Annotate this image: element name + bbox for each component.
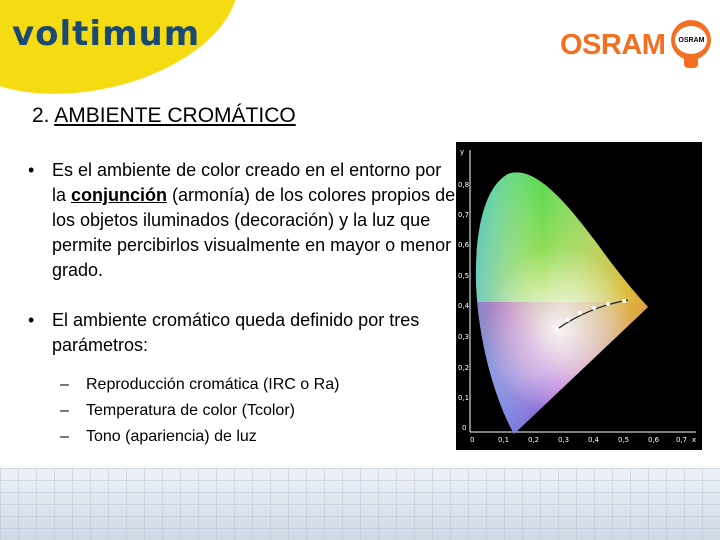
y-tick: 0,5 [458, 272, 470, 280]
parameter-item [60, 398, 339, 424]
osram-logo[interactable] [560, 20, 713, 70]
voltimum-logo[interactable]: voltimum [12, 14, 201, 54]
bullet-definition [28, 158, 458, 283]
lightbulb-icon [669, 20, 713, 70]
parameter-item [60, 424, 339, 450]
parameter-text: Temperatura de color (Tcolor) [86, 402, 295, 419]
x-tick: 0 [470, 436, 475, 444]
parameter-item [60, 372, 339, 398]
x-axis-label: x [692, 436, 697, 444]
bullet-text: El ambiente cromático queda definido por tres parámetros: [52, 310, 420, 355]
x-tick: 0,5 [618, 436, 630, 444]
slide-title [32, 104, 296, 128]
y-tick: 0,8 [458, 181, 470, 189]
cie-chromaticity-diagram [456, 142, 702, 450]
x-tick: 0,6 [648, 436, 660, 444]
y-tick: 0,6 [458, 241, 470, 249]
title-text: AMBIENTE CROMÁTICO [54, 104, 296, 127]
y-tick: 0,3 [458, 333, 470, 341]
dash-icon: – [60, 428, 69, 445]
bullet-dot-icon: • [28, 310, 35, 330]
y-tick: 0,2 [458, 364, 470, 372]
bullet-parameters-intro [28, 308, 458, 358]
x-tick: 0,4 [588, 436, 600, 444]
bullet-list-1 [28, 158, 458, 283]
title-number: 2. [32, 104, 50, 127]
x-tick: 0,2 [528, 436, 540, 444]
dash-icon: – [60, 376, 69, 393]
osram-wordmark: OSRAM [560, 28, 666, 61]
y-axis-label: y [460, 148, 465, 156]
bullet-text-after: (armonía) de los colores propios de los objetos iluminados (decoración) y la luz que permite percibirlos visualmente en mayor o menor grado. [52, 185, 456, 280]
bullet-text-before: Es el ambiente de color creado en el entorno por la [52, 160, 442, 205]
y-tick: 0,4 [458, 302, 470, 310]
x-tick: 0,7 [676, 436, 688, 444]
parameter-text: Tono (apariencia) de luz [86, 428, 257, 445]
footer-blueprint-decoration [0, 468, 720, 540]
osram-bulb-badge: OSRAM [678, 36, 705, 44]
y-tick: 0 [462, 424, 467, 432]
parameter-list [60, 372, 339, 450]
dash-icon: – [60, 402, 69, 419]
parameter-text: Reproducción cromática (IRC o Ra) [86, 376, 340, 393]
bullet-keyword: conjunción [71, 185, 168, 205]
bullet-list-2 [28, 308, 458, 358]
spectral-locus [456, 162, 702, 442]
x-tick: 0,3 [558, 436, 570, 444]
y-tick: 0,7 [458, 211, 470, 219]
x-tick: 0,1 [498, 436, 510, 444]
bullet-dot-icon: • [28, 160, 35, 180]
y-tick: 0,1 [458, 394, 470, 402]
cie-diagram-svg [456, 142, 702, 450]
